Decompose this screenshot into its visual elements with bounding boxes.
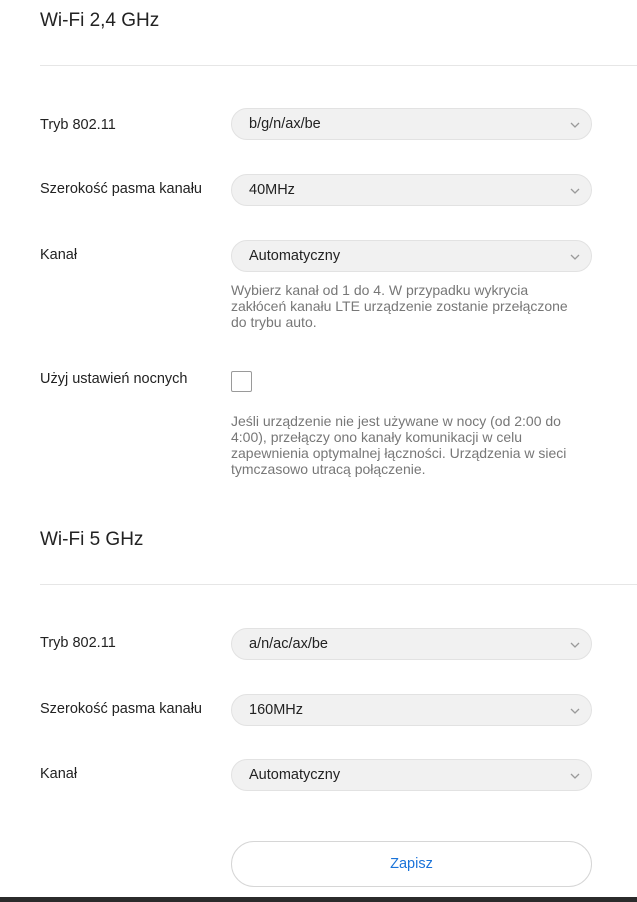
channel-select-5-value: Automatyczny — [249, 767, 341, 783]
bandwidth-select-24-value: 40MHz — [249, 182, 295, 198]
channel-hint-line: Wybierz kanał od 1 do 4. W przypadku wykrycia — [231, 282, 529, 298]
chevron-down-icon — [569, 185, 581, 197]
channel-select-24-value: Automatyczny — [249, 248, 341, 264]
mode-select-5[interactable] — [231, 628, 592, 660]
night-hint-line: tymczasowo utracą połączenie. — [231, 461, 426, 477]
night-hint-line: zapewnienia optymalnej łączności. Urządzenia w sieci — [231, 445, 567, 461]
night-hint-line: Jeśli urządzenie nie jest używane w nocy (od 2:00 do — [231, 413, 561, 429]
channel-hint-24 — [231, 282, 596, 330]
mode-select-24[interactable] — [231, 108, 592, 140]
channel-hint-line: zakłóceń kanału LTE urządzenie zostanie przełączone — [231, 298, 568, 314]
divider — [40, 584, 637, 585]
mode-label-24: Tryb 802.11 — [40, 117, 116, 133]
mode-select-24-value: b/g/n/ax/be — [249, 116, 321, 132]
channel-select-24[interactable] — [231, 240, 592, 272]
night-hint-line: 4:00), przełączy ono kanały komunikacji w celu — [231, 429, 523, 445]
section-title-wifi-5: Wi-Fi 5 GHz — [40, 529, 144, 550]
bandwidth-label-24: Szerokość pasma kanału — [40, 181, 202, 197]
chevron-down-icon — [569, 639, 581, 651]
chevron-down-icon — [569, 119, 581, 131]
mode-label-5: Tryb 802.11 — [40, 635, 116, 651]
channel-label-24: Kanał — [40, 247, 78, 263]
bandwidth-select-24[interactable] — [231, 174, 592, 206]
chevron-down-icon — [569, 251, 581, 263]
channel-label-5: Kanał — [40, 766, 78, 782]
channel-hint-line: do trybu auto. — [231, 314, 317, 330]
mode-select-5-value: a/n/ac/ax/be — [249, 636, 328, 652]
chevron-down-icon — [569, 705, 581, 717]
bottom-edge-bar — [0, 897, 637, 902]
night-mode-checkbox[interactable] — [231, 371, 252, 392]
bandwidth-select-5[interactable] — [231, 694, 592, 726]
bandwidth-label-5: Szerokość pasma kanału — [40, 701, 202, 717]
section-title-wifi-24: Wi-Fi 2,4 GHz — [40, 10, 160, 31]
night-mode-hint — [231, 413, 596, 477]
save-button[interactable]: Zapisz — [231, 841, 592, 887]
chevron-down-icon — [569, 770, 581, 782]
night-mode-label: Użyj ustawień nocnych — [40, 371, 188, 387]
channel-select-5[interactable] — [231, 759, 592, 791]
divider — [40, 65, 637, 66]
bandwidth-select-5-value: 160MHz — [249, 702, 303, 718]
